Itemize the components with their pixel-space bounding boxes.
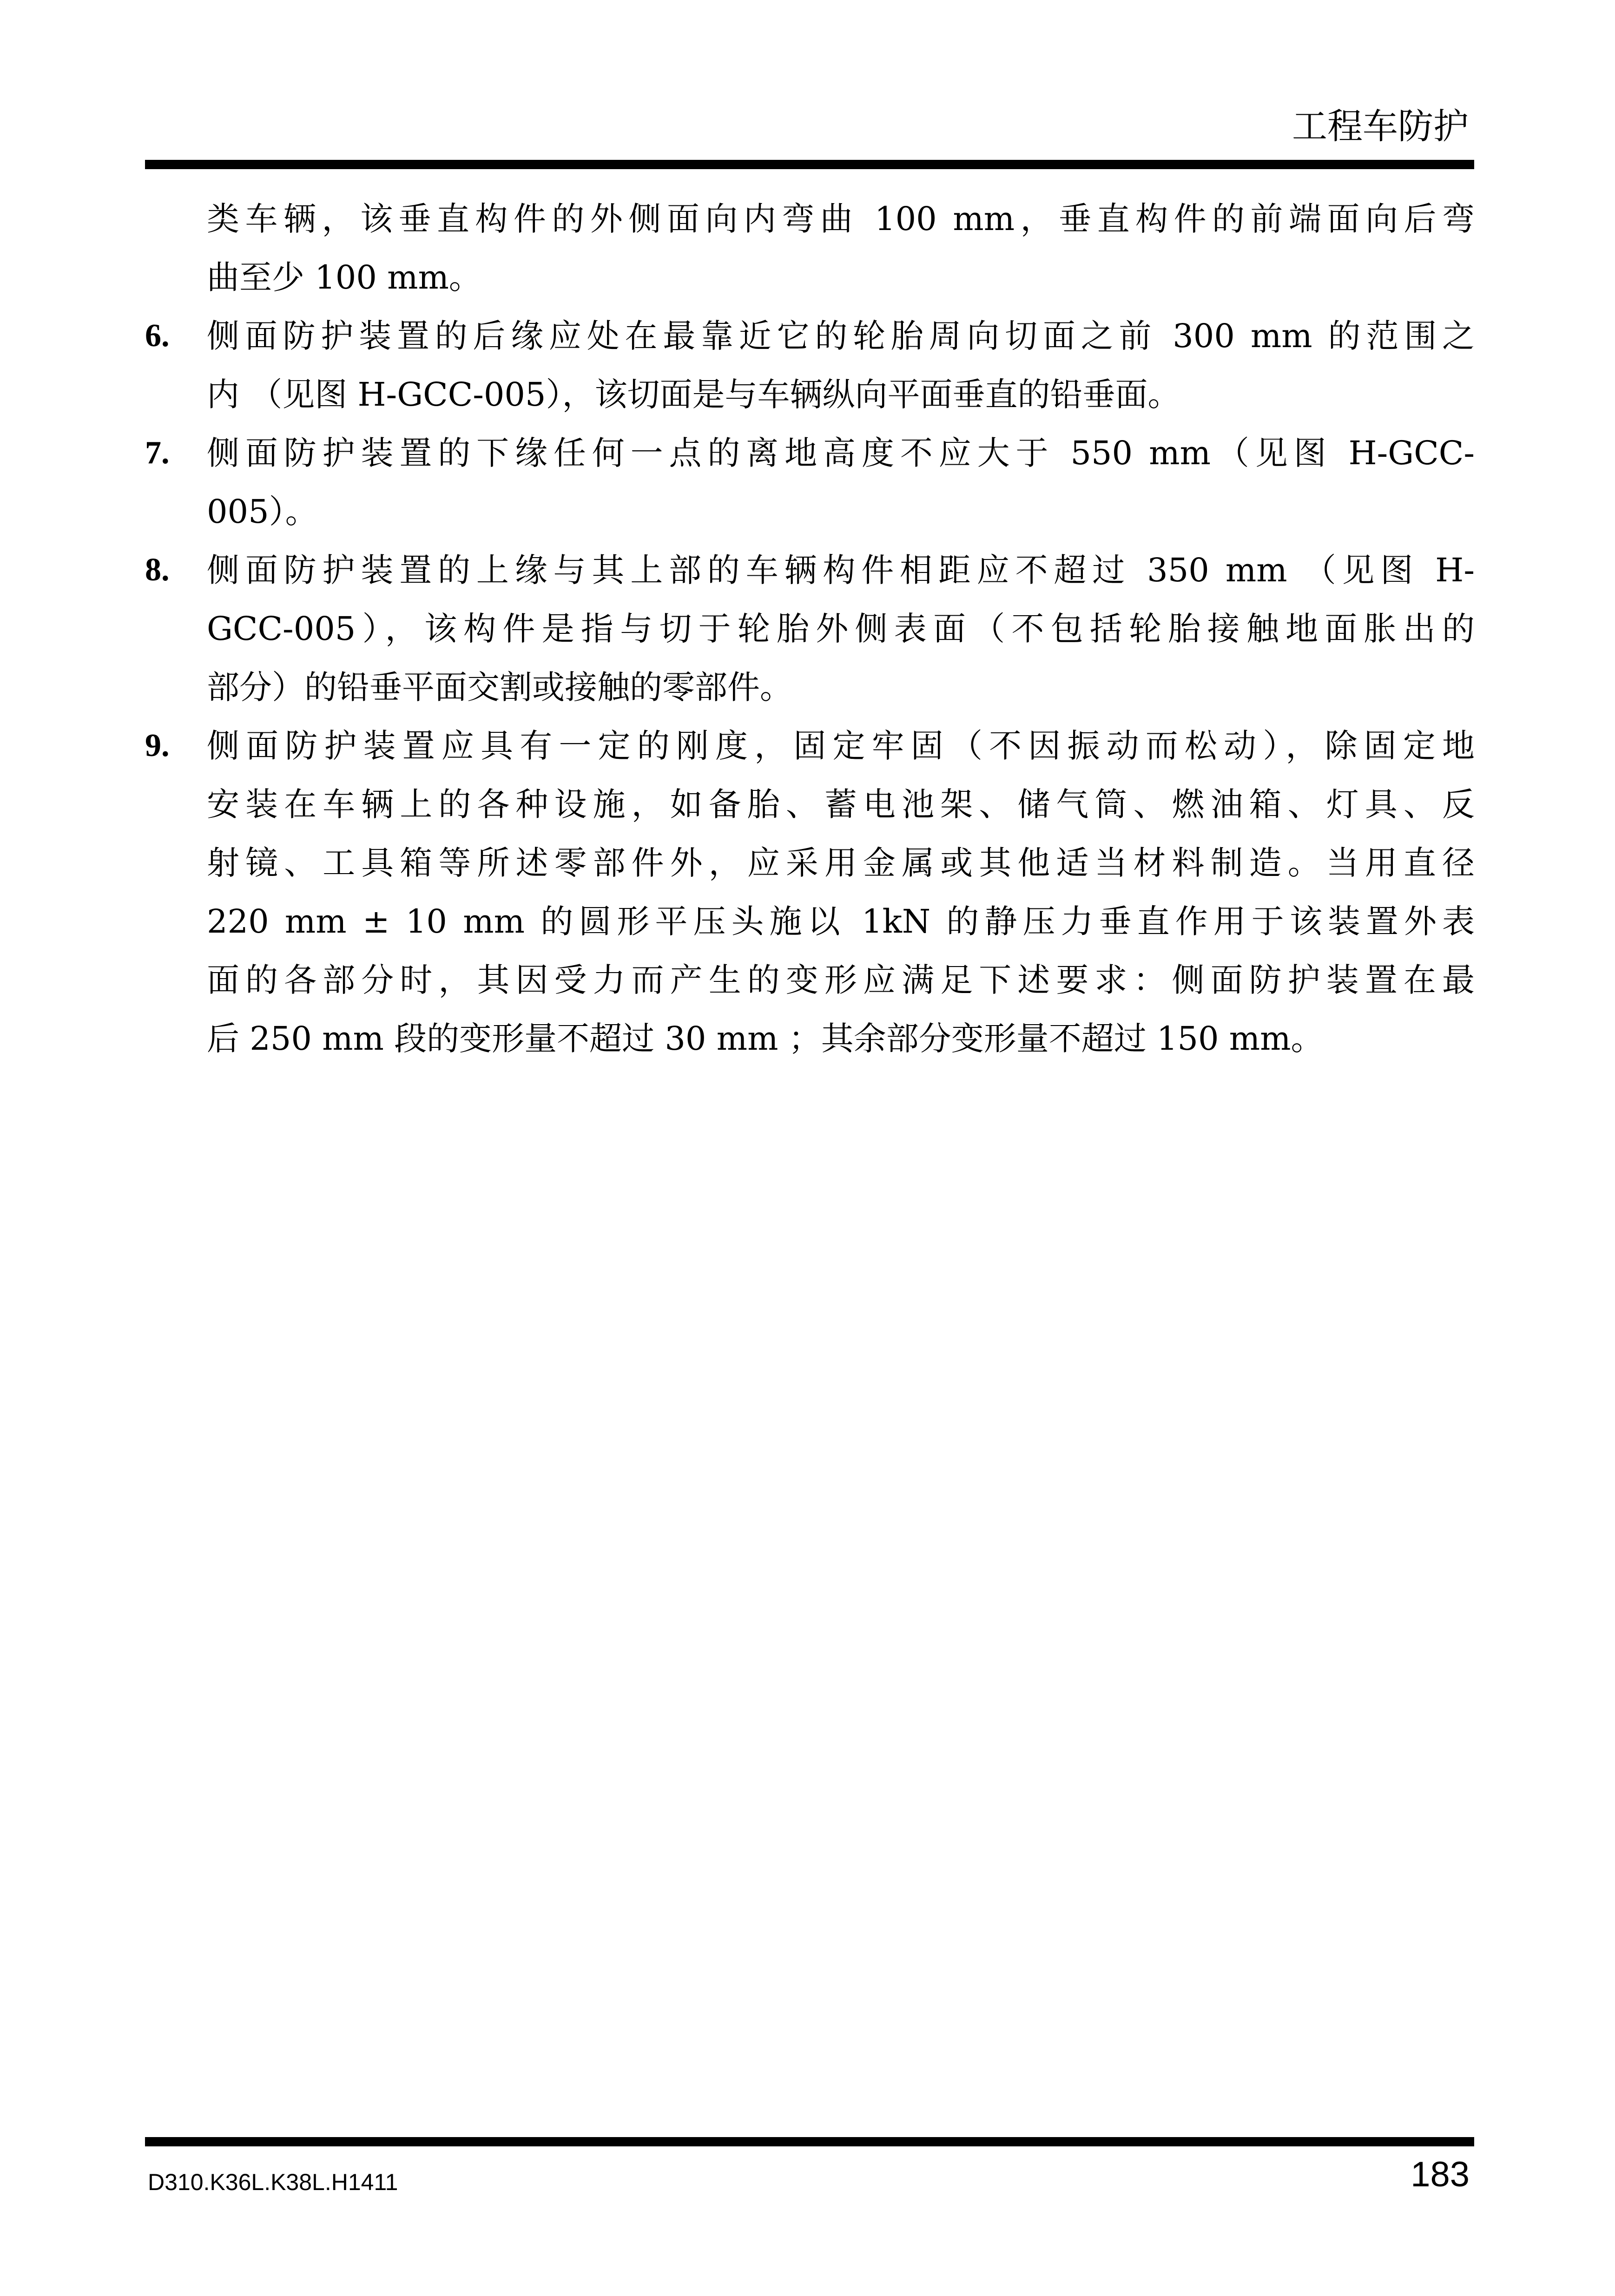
list-item-6: [145, 307, 1474, 424]
paragraph-line: 射镜、工具箱等所述零部件外，应采用金属或其他适当材料制造。当用直径: [207, 844, 1475, 882]
paragraph-line: 类车辆，该垂直构件的外侧面向内弯曲 100 mm，垂直构件的前端面向后弯: [207, 200, 1475, 238]
list-item-9: [145, 717, 1474, 1068]
paragraph-line: GCC-005），该构件是指与切于轮胎外侧表面（不包括轮胎接触地面胀出的: [207, 610, 1475, 648]
list-item-8: [145, 541, 1474, 717]
paragraph-line: 侧面防护装置的后缘应处在最靠近它的轮胎周向切面之前 300 mm 的范围之: [207, 317, 1475, 355]
item-number: 6.: [145, 318, 170, 354]
paragraph-line: 面的各部分时，其因受力而产生的变形应满足下述要求：侧面防护装置在最: [207, 961, 1475, 999]
paragraph-line: 侧面防护装置的上缘与其上部的车辆构件相距应不超过 350 mm （见图 H-: [207, 551, 1475, 589]
list-item-7: [145, 424, 1474, 541]
item-number: 7.: [145, 435, 170, 471]
header-rule: [145, 160, 1474, 169]
paragraph-line: 安装在车辆上的各种设施，如备胎、蓄电池架、储气筒、燃油箱、灯具、反: [207, 785, 1475, 823]
document-body: [145, 190, 1474, 1068]
item-number: 9.: [145, 728, 170, 763]
paragraph-line: 部分）的铅垂平面交割或接触的零部件。: [207, 668, 792, 706]
footer-rule: [145, 2137, 1474, 2146]
page-number: 183: [1411, 2155, 1470, 2194]
footer-document-code: D310.K36L.K38L.H1411: [148, 2169, 398, 2195]
paragraph-line: 侧面防护装置的下缘任何一点的离地高度不应大于 550 mm（见图 H-GCC-: [207, 434, 1475, 472]
paragraph-line: 005）。: [207, 493, 318, 531]
paragraph-line: 内 （见图 H-GCC-005），该切面是与车辆纵向平面垂直的铅垂面。: [207, 375, 1180, 414]
paragraph-line: 侧面防护装置应具有一定的刚度，固定牢固（不因振动而松动），除固定地: [207, 727, 1475, 765]
item-number: 8.: [145, 552, 170, 588]
page-header-title: 工程车防护: [1292, 105, 1469, 147]
paragraph-line: 后 250 mm 段的变形量不超过 30 mm ；其余部分变形量不超过 150 mm。: [207, 1020, 1324, 1058]
continuation-paragraph: [145, 190, 1474, 307]
paragraph-line: 220 mm ± 10 mm 的圆形平压头施以 1kN 的静压力垂直作用于该装置外表: [207, 902, 1475, 941]
paragraph-line: 曲至少 100 mm。: [207, 258, 481, 296]
